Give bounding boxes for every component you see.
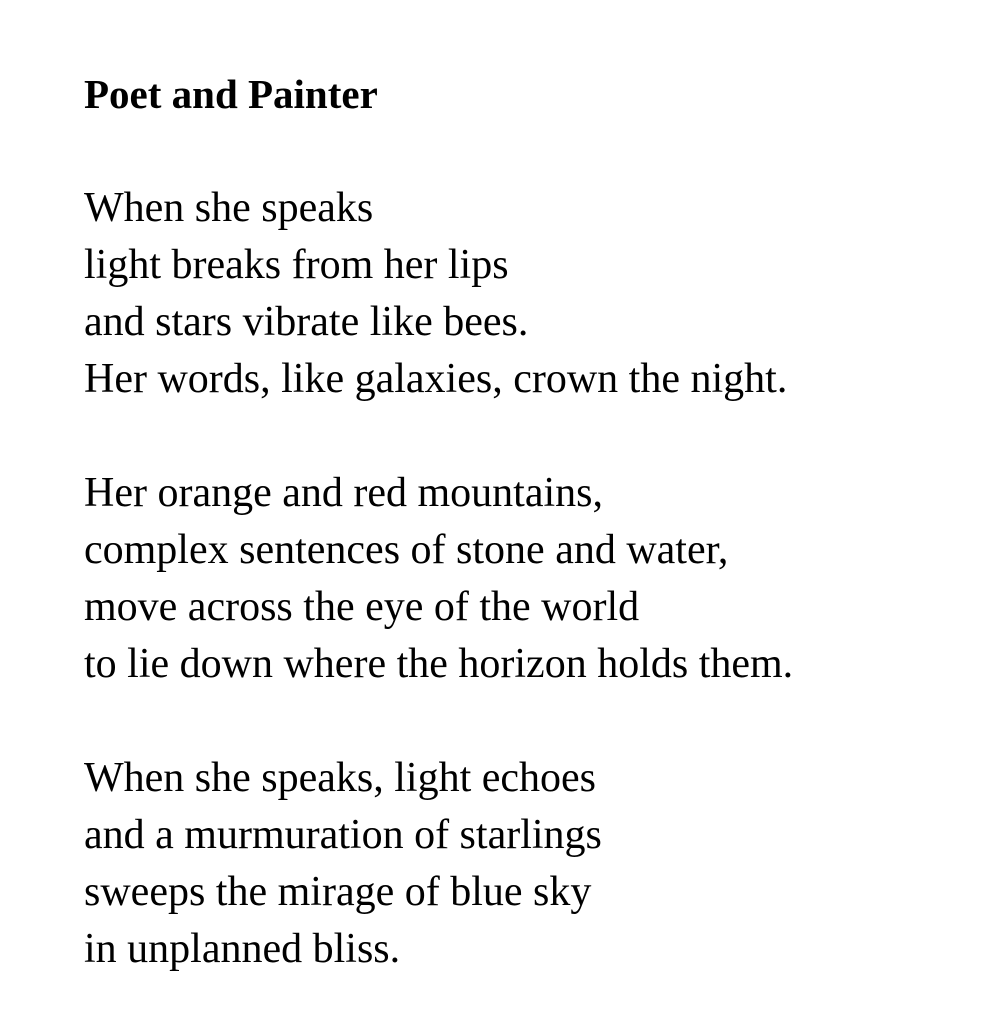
poem-title: Poet and Painter bbox=[84, 71, 378, 117]
poem-line: When she speaks, light echoes bbox=[84, 755, 597, 801]
poem-line: and stars vibrate like bees. bbox=[84, 299, 529, 345]
stanza-3 bbox=[84, 750, 984, 978]
poem-line: to lie down where the horizon holds them. bbox=[84, 641, 794, 687]
poem-line: When she speaks bbox=[84, 185, 374, 231]
stanza-spacer bbox=[84, 122, 984, 180]
poem-line: complex sentences of stone and water, bbox=[84, 527, 729, 573]
poem-line: move across the eye of the world bbox=[84, 584, 640, 630]
stanza-spacer bbox=[84, 693, 984, 750]
stanza-spacer bbox=[84, 408, 984, 465]
poem-line: and a murmuration of starlings bbox=[84, 812, 602, 858]
poem-line: in unplanned bliss. bbox=[84, 926, 401, 972]
stanza-1 bbox=[84, 180, 984, 408]
poem-line: light breaks from her lips bbox=[84, 242, 509, 288]
poem-line: Her orange and red mountains, bbox=[84, 470, 603, 516]
poem-line: Her words, like galaxies, crown the night. bbox=[84, 356, 788, 402]
poem-line: sweeps the mirage of blue sky bbox=[84, 869, 592, 915]
stanza-2 bbox=[84, 465, 984, 693]
poem-document bbox=[84, 66, 984, 978]
